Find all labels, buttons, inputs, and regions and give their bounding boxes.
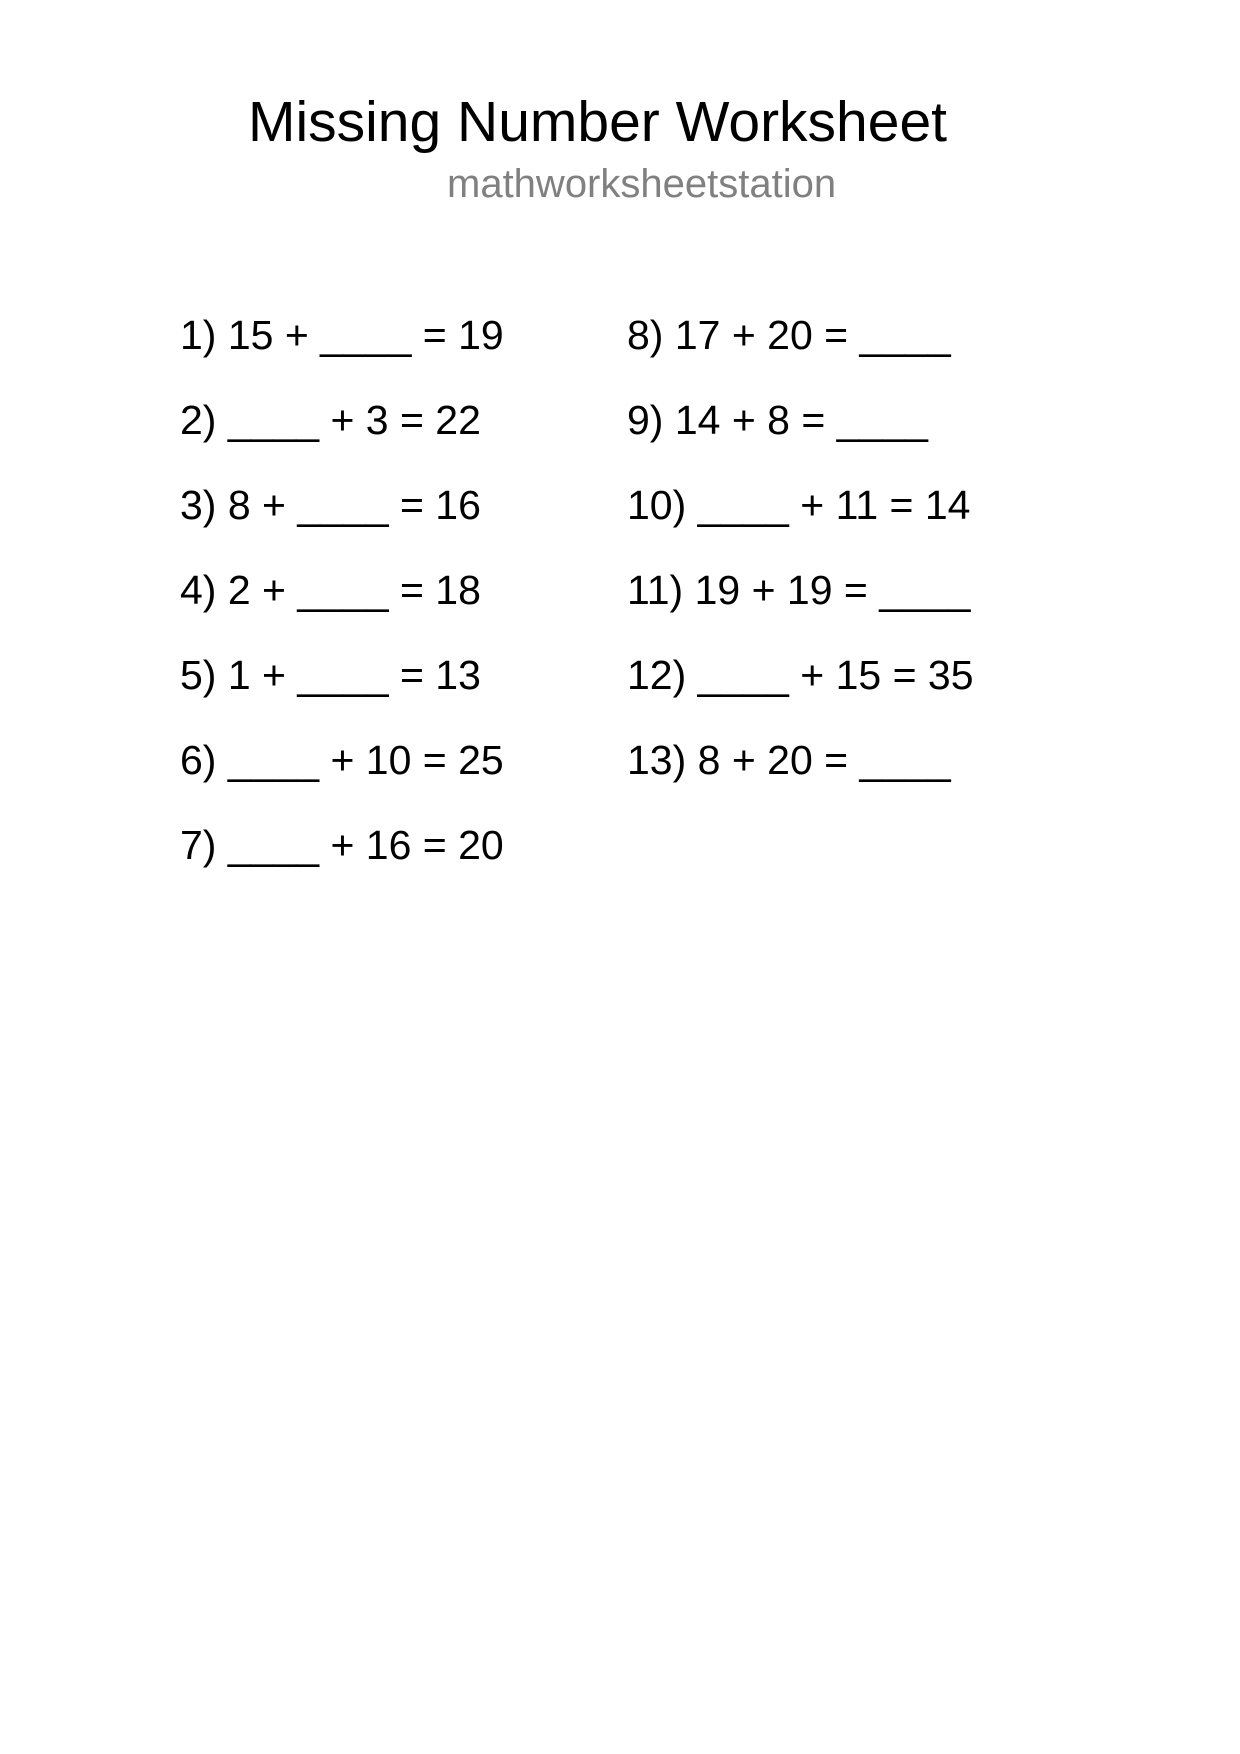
question-3: 3) 8 + ____ = 16: [180, 482, 481, 528]
question-9: 9) 14 + 8 = ____: [627, 397, 928, 443]
questions-right-column: [627, 311, 974, 821]
questions-left-column: [180, 311, 504, 906]
question-11: 11) 19 + 19 = ____: [627, 567, 971, 613]
question-6: 6) ____ + 10 = 25: [180, 737, 504, 783]
question-7: 7) ____ + 16 = 20: [180, 822, 504, 868]
question-1: 1) 15 + ____ = 19: [180, 312, 504, 358]
worksheet-title: Missing Number Worksheet: [247, 90, 947, 154]
question-12: 12) ____ + 15 = 35: [627, 652, 974, 698]
question-2: 2) ____ + 3 = 22: [180, 397, 481, 443]
question-8: 8) 17 + 20 = ____: [627, 312, 951, 358]
question-5: 5) 1 + ____ = 13: [180, 652, 481, 698]
question-4: 4) 2 + ____ = 18: [180, 567, 481, 613]
question-13: 13) 8 + 20 = ____: [627, 737, 951, 783]
worksheet-source: mathworksheetstation: [447, 162, 837, 206]
question-10: 10) ____ + 11 = 14: [627, 482, 971, 528]
